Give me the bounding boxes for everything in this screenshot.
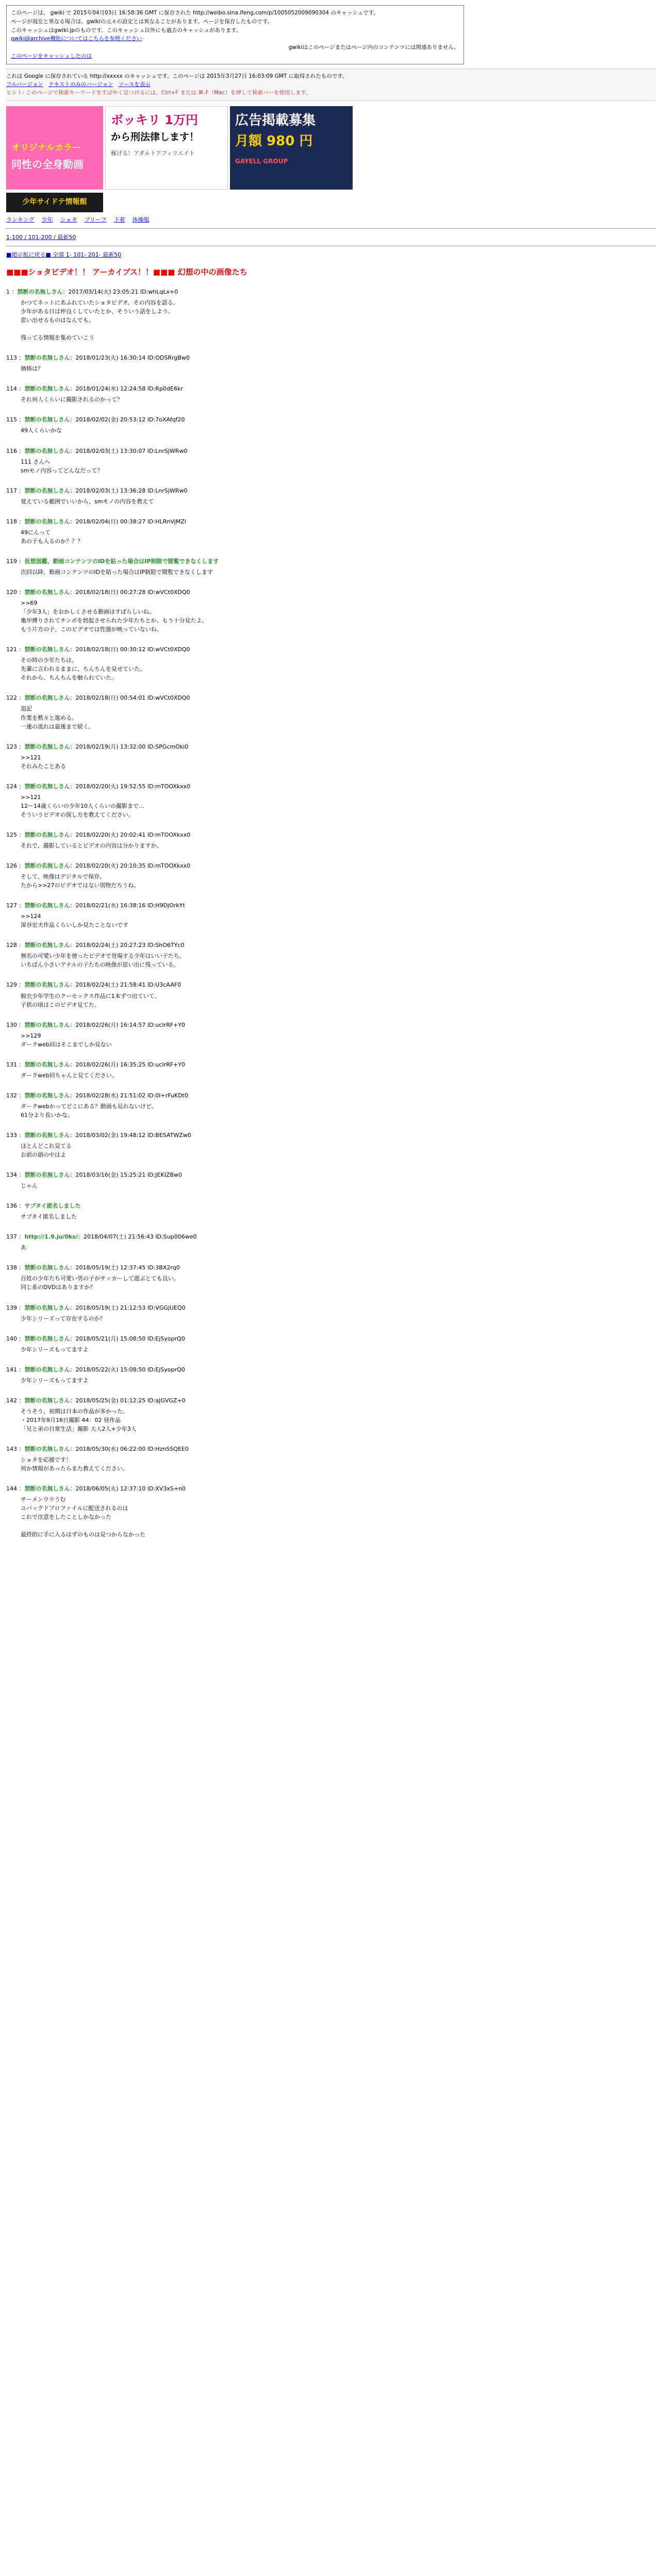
post-number[interactable]: 117 [6,487,17,494]
post-body: その時の少年たちは、 先輩に言われるままに、ちんちんを見せていた。 それから、ちんちんを触られていた。 [21,657,145,682]
post-body: 111 さんへ smモノ内容ってどんなだって？ [21,458,103,474]
post-number[interactable]: 127 [6,902,17,909]
cache-line-3: このキャッシュはgwiki.jpのものです。このキャッシュ以外にも過去のキャッシュがあります。 [11,27,242,33]
post-date: 2018/02/02(金) 20:53:12 ID:7oXAfqf20 [75,416,185,423]
post-header: 123 ：禁断の名無しさん：2018/02/19(月) 13:32:00 ID:SPGcmOki0 [6,743,189,750]
post-author: 仮想図鑑、動画コンテンツのIDを貼った場合はIP制限で閲覧できなくします [24,557,219,565]
post [6,901,656,929]
post-body: 少年シリーズもってますよ [21,1377,89,1384]
post-body: ダークweb回ちゃんと見てください。 [21,1072,118,1079]
post-body: 百姓の少年たち可愛い男の子がサッカーして遊ぶとても良い。 同じ系のDVDはありますか？ [21,1275,179,1291]
post-number[interactable]: 115 [6,416,17,423]
post-header: 119 ：仮想図鑑、動画コンテンツのIDを貼った場合はIP制限で閲覧できなくします [6,557,219,565]
post-number[interactable]: 114 [6,385,17,393]
post-date: 2018/05/19(土) 12:37:45 ID:3BX2rq0 [75,1264,180,1272]
nav-brief[interactable]: ブリーフ [84,216,107,223]
post-body: 追記 作業を黙々と進める。 一連の流れは最後まで続く。 [21,705,94,730]
post-header: 142 ：禁断の名無しさん：2018/05/25(金) 01:12:25 ID:aJGVGZ+0 [6,1397,186,1404]
post-header: 127 ：禁断の名無しさん：2018/02/21(水) 16:38:16 ID:H9DjOrkYt [6,902,185,909]
post-header: 137 ：http://1.9.ju/0ks/：2018/04/07(土) 21:56:43 ID:Sup006we0 [6,1233,197,1241]
post-author: 禁断の名無しさん [24,694,70,702]
post-number[interactable]: 126 [6,862,17,870]
post-date: 2018/02/18(日) 00:54:01 ID:wVCt0XDQ0 [75,694,190,702]
post-number[interactable]: 142 [6,1397,17,1404]
post-body: かつてネットにあふれていたショタビデオ。その内容を語る。 少年がある日は仲良くしていたとか、そういう話をしよう。 思い出せるものはなんでも。 残ってる情報を集めていこう [21,299,179,342]
post-author: 禁断の名無しさん [24,942,70,949]
post [6,1091,656,1120]
post-body: >>121 それみたことある [21,754,66,770]
post-header: 144 ：禁断の名無しさん：2018/06/05(火) 12:37:10 ID:XV3xS+n0 [6,1485,186,1493]
board-links[interactable]: ■掲示板に戻る■ 全部 1- 101- 201- 最新50 [6,251,122,258]
post [6,384,656,404]
post-author: 禁断の名無しさん [24,862,70,870]
post [6,588,656,634]
view-source-link[interactable]: ソースを表示 [118,81,151,88]
post-body: サーメンウラうむ ユバックドプロファイルに配送されるのは これで注意をしたことしかなかった 最終的に手に入るはずのものは見つからなかった [21,1496,145,1538]
post-list [6,287,656,1539]
search-tip: ヒント: このページで検索キーワードをすばやく見つけるには、Ctrl+F または ⌘-F（Mac）を押して検索バーを使用します。 [6,90,311,96]
post-number[interactable]: 118 [6,518,17,525]
ad3-price: 月額 980 円 [235,133,313,149]
post-number[interactable]: 123 [6,743,17,750]
post-date: 2018/02/24(土) 21:58:41 ID:U3cAAF0 [75,981,181,989]
ad1-bottom-text: 同性の全身動画 [11,158,84,171]
post-date: 2018/03/02(金) 19:48:12 ID:BESATWZw0 [75,1131,191,1139]
post [6,742,656,771]
post-date: 2018/02/19(月) 13:32:00 ID:SPGcmOki0 [75,743,189,750]
post-author: サブタイ匿名しました [24,1202,81,1210]
cache-line-1: このページは、 gwiki で 2015年04月03日 16:58:36 GMT に保存された http://weibo.sina.ifeng.com/p/1005052009090304 のキャッシュです。 [11,10,379,16]
post-header: 128 ：禁断の名無しさん：2018/02/24(土) 20:27:23 ID:ShO6TYc0 [6,942,185,949]
post-header: 131 ：禁断の名無しさん：2018/02/26(月) 16:35:25 ID:ucIrRF+Y0 [6,1061,185,1068]
post-header: 136 ：サブタイ匿名しました [6,1202,81,1210]
post-author: 禁断の名無しさん [24,743,70,750]
post-body: そうそう、初期は日本の作品が多かった。 ・2017年9月16日撮影 44：02 昼作品 「兄と弟の日常生活」撮影 大人2人+少年3人 [21,1408,137,1432]
post-date: 2018/05/30(水) 06:22:00 ID:HznSSQEE0 [75,1446,189,1452]
post-body: 少年シリーズもってますよ [21,1346,89,1353]
post [6,941,656,969]
post-body: >>124 深谷宏夫作品くらいしか見たことないです [21,913,128,929]
post-date: 2017/03/14(火) 23:05:21 ID:whLqLx+0 [68,288,178,295]
post-number[interactable]: 132 [6,1092,17,1099]
post [6,1060,656,1080]
post-number[interactable]: 119 [6,557,17,565]
ad-banner-row [6,106,656,190]
post-number[interactable]: 129 [6,981,17,989]
page-range-links[interactable]: 1-100 / 101-200 / 最新50 [6,233,76,241]
post-date: 2018/05/21(月) 15:08:50 ID:EjSyoprQ0 [75,1335,185,1342]
post [6,353,656,373]
post-header: 115 ：禁断の名無しさん：2018/02/02(金) 20:53:12 ID:7oXAfqf20 [6,416,185,423]
post-header: 139 ：禁断の名無しさん：2018/05/19(土) 21:12:53 ID:VGGjUEQ0 [6,1304,186,1311]
post-body: ダークwebかってどこにある？動画も見れないけど。 61分より長いかな。 [21,1103,157,1118]
post-number[interactable]: 139 [6,1304,17,1311]
post-date: 2018/02/20(火) 20:10:35 ID:mTOOXkxx0 [75,862,191,870]
post-author: 禁断の名無しさん [24,416,70,423]
thread-title: ■■■ショタビデオ！！ アーカイブス！！■■■ 幻想の中の画像たち [6,267,247,277]
post-body: サブタイ匿名しました [21,1213,77,1221]
post-number[interactable]: 136 [6,1202,17,1210]
post-header: 126 ：禁断の名無しさん：2018/02/20(火) 20:10:35 ID:mTOOXkxx0 [6,862,191,870]
post-date: 2018/01/24(水) 12:24:58 ID:Rp0dE6kr [75,385,183,393]
post-author: 禁断の名無しさん [24,447,70,454]
post [6,517,656,546]
post [6,1201,656,1221]
post-header: 121 ：禁断の名無しさん：2018/02/18(日) 00:30:12 ID:wVCt0XDQ0 [6,646,190,653]
post-number[interactable]: 124 [6,783,17,790]
post-number[interactable]: 128 [6,942,17,949]
post-header: 120 ：禁断の名無しさん：2018/02/18(日) 00:27:28 ID:wVCt0XDQ0 [6,589,190,596]
post [6,557,656,577]
google-cache-notice [6,69,656,101]
small-ad-banner[interactable]: 少年サイドテ情報館 [6,193,103,212]
post-author: 禁断の名無しさん [24,981,70,989]
ad2-caption: 稼げる！アダルトアフィリエイト [111,150,195,157]
post-date: 2018/02/28(水) 21:51:02 ID:0I+rFuKDt0 [75,1092,188,1099]
post-header: 118 ：禁断の名無しさん：2018/02/04(日) 00:38:27 ID:HLRnVjMZI [6,518,187,525]
nav-gym[interactable]: 体操服 [132,216,150,223]
post [6,287,656,342]
post-body: 価格は？ [21,365,43,372]
ad1-top-text: オリジナルカラー [11,142,81,153]
post-author: 禁断の名無しさん [24,518,70,525]
cache-notice-box [6,5,464,64]
post-header: 116 ：禁断の名無しさん：2018/02/03(土) 13:30:07 ID:LnrSjWRw0 [6,447,188,454]
post-number[interactable]: 143 [6,1446,17,1452]
post-header: 125 ：禁断の名無しさん：2018/02/20(火) 20:02:41 ID:mTOOXkxx0 [6,831,191,838]
nav-underwear[interactable]: 下着 [113,216,125,223]
post [6,447,656,475]
post-body: じゃん [21,1182,38,1190]
post-author: 禁断の名無しさん [24,1092,70,1099]
post-number[interactable]: 120 [6,589,17,596]
post-body: 脱衣少年学生のクーセックス作品に1本ずつ出ていて、 子供の頃はこのビデオ見てた。 [21,992,160,1008]
post-author: 禁断の名無しさん [24,783,70,790]
post [6,415,656,435]
post-header: 1 ：禁断の名無しさん：2017/03/14(火) 23:05:21 ID:whLqLx+0 [6,288,178,295]
cache-disclaimer: gwikiはこのページまたはページ内のコンテンツには関連ありません。 [288,44,459,51]
cache-line-2: ページが現在と異なる場合は、gwikiの元々の設定とは異なることがあります。ページを保存したものです。 [11,18,273,25]
post-date: 2018/02/18(日) 00:30:12 ID:wVCt0XDQ0 [75,646,190,653]
post [6,980,656,1009]
post-body: 49にんって あの子も入るのか？？？ [21,529,83,545]
post [6,861,656,890]
post-body: 覚えている範囲でいいから、smモノの内容を教えて [21,498,154,505]
post [6,1131,656,1159]
post-author: 禁断の名無しさん [24,902,70,909]
post-body: そして、映像はデジタルで保存。 たから>>27のビデオではない別物だろうね。 [21,873,140,889]
post-date: 2018/02/18(日) 00:27:28 ID:wVCt0XDQ0 [75,589,190,596]
post-date: 2018/02/03(土) 13:36:28 ID:LnrSjWRw0 [75,487,188,494]
post-date: 2018/02/24(土) 20:27:23 ID:ShO6TYc0 [75,942,185,949]
post-body: ほとんどこれ見てる お前の頭の中はよ [21,1143,72,1159]
post-date: 2018/01/23(火) 16:30:14 ID:ODSRrgBw0 [75,354,190,362]
post-author: 禁断の名無しさん [24,1264,70,1272]
ad3-big-text: 広告掲載募集 [235,112,316,128]
post-header: 143 ：禁断の名無しさん：2018/05/30(水) 06:22:00 ID:HznSSQEE0 [6,1446,189,1452]
post-author: 禁断の名無しさん [24,1021,70,1028]
post-body: ショタを応援です！ 何か情報があったらまた教えてください。 [21,1456,128,1472]
post-header: 140 ：禁断の名無しさん：2018/05/21(月) 15:08:50 ID:EjSyoprQ0 [6,1335,185,1342]
post-body: 少年シリーズって存在するのか？ [21,1315,106,1322]
post-author: 禁断の名無しさん [24,1485,70,1493]
post-author: 禁断の名無しさん [24,1366,70,1373]
google-cache-text: これは Google に保存されている http://xxxxx のキャッシュです。このページは 2015年3月27日 16:03:09 GMT に取得されたものです。 [6,73,348,79]
post-body: あ [21,1244,26,1251]
post-header: 134 ：禁断の名無しさん：2018/03/16(金) 15:25:21 ID:JEKIZBw0 [6,1172,183,1179]
category-nav [6,215,656,224]
post-author: http://1.9.ju/0ks/ [24,1233,78,1241]
post [6,486,656,506]
post [6,645,656,682]
post-author: 禁断の名無しさん [24,1446,70,1452]
post-number[interactable]: 134 [6,1172,17,1179]
post-date: 2018/04/07(土) 21:56:43 ID:Sup006we0 [83,1233,197,1241]
post-date: 2018/02/21(水) 16:38:16 ID:H9DjOrkYt [75,902,185,909]
divider [6,228,656,229]
post-author: 禁断の名無しさん [24,646,70,653]
ad2-sub-text: から刑法律します！ [111,131,200,143]
post [6,1365,656,1385]
post-number[interactable]: 130 [6,1021,17,1028]
post-author: 禁断の名無しさん [24,831,70,838]
post-date: 2018/02/04(日) 00:38:27 ID:HLRnVjMZI [75,518,187,525]
post-number[interactable]: 116 [6,447,17,454]
post-author: 禁断の名無しさん [24,385,70,393]
post-date: 2018/03/16(金) 15:25:21 ID:JEKIZBw0 [75,1172,183,1179]
post [6,1232,656,1252]
post-author: 禁断の名無しさん [24,1335,70,1342]
post-date: 2018/06/05(火) 12:37:10 ID:XV3xS+n0 [75,1485,186,1493]
post [6,1445,656,1473]
post-number[interactable]: 125 [6,831,17,838]
cache-owner-link[interactable]: このページをキャッシュしたのは [11,53,92,59]
post-author: 禁断の名無しさん [24,1061,70,1068]
post-date: 2018/05/19(土) 21:12:53 ID:VGGjUEQ0 [75,1304,186,1311]
post-number[interactable]: 137 [6,1233,17,1241]
post-header: 117 ：禁断の名無しさん：2018/02/03(土) 13:36:28 ID:LnrSjWRw0 [6,487,188,494]
post-author: 禁断の名無しさん [17,288,63,295]
cache-archive-link[interactable]: gwiki@archive機能についてはこちらを参照ください [11,36,142,42]
post-body: >>69 「少年3人」をおかしくさせる動画はすばらしいね。 亀甲縛りされてチンポを勃起させられた少年たちとか、もう十分見たよ。 もう片方の子、このビデオでは性器が映っていないね。 [21,600,208,633]
post-number[interactable]: 131 [6,1061,17,1068]
post-author: 禁断の名無しさん [24,487,70,494]
post [6,831,656,850]
ad-banner-1[interactable] [6,106,103,190]
post-header: 132 ：禁断の名無しさん：2018/02/28(水) 21:51:02 ID:0I+rFuKDt0 [6,1092,188,1099]
post-author: 禁断の名無しさん [24,1172,70,1179]
post-date: 2018/02/20(火) 20:02:41 ID:mTOOXkxx0 [75,831,191,838]
post-header: 130 ：禁断の名無しさん：2018/02/26(月) 16:14:57 ID:ucIrRF+Y0 [6,1021,185,1028]
post-number[interactable]: 133 [6,1131,17,1139]
post-body: 無名の可愛い少年を使ったビデオで登場する少年はいい子たち。 いちばん小さいアナルの子たちの映像が思い出に残っている。 [21,953,185,969]
post-date: 2018/05/25(金) 01:12:25 ID:aJGVGZ+0 [75,1397,186,1404]
post-number[interactable]: 141 [6,1366,17,1373]
post-number[interactable]: 1 [6,288,10,295]
post-header: 133 ：禁断の名無しさん：2018/03/02(金) 19:48:12 ID:BESATWZw0 [6,1131,191,1139]
post-body: >>121 12〜14歳くらいの少年10人くらいの撮影まで… そういうビデオの探し方を教えてください。 [21,793,144,818]
full-version-link[interactable]: フルバージョン [6,81,43,88]
post-header: 114 ：禁断の名無しさん：2018/01/24(水) 12:24:58 ID:Rp0dE6kr [6,385,183,393]
post-number[interactable]: 144 [6,1485,17,1493]
post-header: 141 ：禁断の名無しさん：2018/05/22(火) 15:08:50 ID:EjSyoprQ0 [6,1366,185,1373]
post-body: それで、撮影しているとビデオの内容は分かりますか。 [21,842,162,849]
post-header: 113 ：禁断の名無しさん：2018/01/23(火) 16:30:14 ID:ODSRrgBw0 [6,354,190,362]
post-date: 2018/02/26(月) 16:14:57 ID:ucIrRF+Y0 [75,1021,185,1028]
post-date: 2018/02/26(月) 16:35:25 ID:ucIrRF+Y0 [75,1061,185,1068]
post-number[interactable]: 113 [6,354,17,362]
post-number[interactable]: 122 [6,694,17,702]
post [6,1334,656,1354]
post-date: 2018/02/20(火) 19:52:55 ID:mTOOXkxx0 [75,783,191,790]
ad3-brand: GAYELL GROUP [235,158,288,165]
post [6,1396,656,1433]
post [6,1263,656,1292]
post-header: 122 ：禁断の名無しさん：2018/02/18(日) 00:54:01 ID:wVCt0XDQ0 [6,694,190,702]
post [6,1021,656,1049]
post-body: それ何人くらいに撮影されるのかって？ [21,396,123,403]
post-date: 2018/05/22(火) 15:08:50 ID:EjSyoprQ0 [75,1366,185,1373]
post-body: 次回以降、動画コンテンツのIDを貼った場合はIP制限で閲覧できなくします [21,568,213,575]
post-number[interactable]: 140 [6,1335,17,1342]
post-header: 138 ：禁断の名無しさん：2018/05/19(土) 12:37:45 ID:3BX2rq0 [6,1264,180,1272]
post-author: 禁断の名無しさん [24,589,70,596]
post-header: 124 ：禁断の名無しさん：2018/02/20(火) 19:52:55 ID:mTOOXkxx0 [6,783,191,790]
ad-banner-3[interactable] [230,106,353,190]
post [6,1171,656,1190]
post [6,693,656,731]
post-body: 49人くらいかな [21,427,62,434]
post [6,1484,656,1539]
post-body: >>129 ダークweb回はそこまでしか見ない [21,1032,112,1048]
ad-banner-2[interactable] [105,106,228,190]
post-number[interactable]: 138 [6,1264,17,1272]
post-number[interactable]: 121 [6,646,17,653]
ad2-big-text: ボッキリ 1万円 [111,112,198,127]
nav-ranking[interactable]: ランキング [6,216,35,223]
post-author: 禁断の名無しさん [24,1397,70,1404]
nav-shonen[interactable]: 少年 [41,216,53,223]
text-only-link[interactable]: テキストのみのバージョン [48,81,113,88]
post [6,1303,656,1323]
nav-shota[interactable]: ショタ [60,216,77,223]
post-author: 禁断の名無しさん [24,1304,70,1311]
post-author: 禁断の名無しさん [24,354,70,362]
post [6,782,656,819]
post-header: 129 ：禁断の名無しさん：2018/02/24(土) 21:58:41 ID:U3cAAF0 [6,981,181,989]
post-date: 2018/02/03(土) 13:30:07 ID:LnrSjWRw0 [75,447,188,454]
post-author: 禁断の名無しさん [24,1131,70,1139]
